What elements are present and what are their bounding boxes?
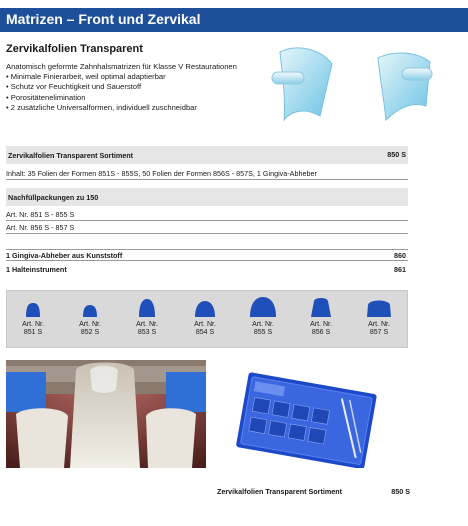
shape-854 <box>185 295 225 345</box>
shape-853 <box>127 295 167 345</box>
shape-art-label: Art. Nr. <box>310 321 332 328</box>
row-sortiment <box>6 146 408 164</box>
caption-label: Zervikalfolien Transparent Sortiment <box>217 487 343 496</box>
shape-art-number: 851 S <box>23 329 43 336</box>
inhalt-text: Inhalt: 35 Folien der Formen 851S - 855S, 50 Folien der Formen 856S - 857S, 1 Gingiva-Abheber <box>6 169 317 178</box>
shape-art-label: Art. Nr. <box>79 321 101 328</box>
matrix-shape-icon <box>75 295 105 321</box>
section-title: Zervikalfolien Transparent <box>6 43 143 55</box>
page-header <box>0 8 468 32</box>
halteinstrument-label: 1 Halteinstrument <box>6 265 67 274</box>
product-description <box>6 62 266 113</box>
feature-item: • 2 zusätzliche Universalformen, individuell zuschneidbar <box>6 103 266 113</box>
halteinstrument-code: 861 <box>394 265 406 274</box>
row-inhalt <box>6 168 408 180</box>
shape-art-label: Art. Nr. <box>22 321 44 328</box>
product-kit-photo <box>219 360 412 468</box>
art-range-text: Art. Nr. 856 S - 857 S <box>6 223 75 232</box>
shape-art-label: Art. Nr. <box>194 321 216 328</box>
clinical-photo <box>6 360 206 468</box>
gingiva-code: 860 <box>394 251 406 260</box>
tooth-photo-image <box>6 360 206 468</box>
matrix-shape-icon <box>190 295 220 321</box>
shape-art-label: Art. Nr. <box>368 321 390 328</box>
feature-list <box>6 72 266 113</box>
matrix-illustration-right <box>368 48 438 126</box>
feature-item: • Porositätenelimination <box>6 93 266 103</box>
intro-text: Anatomisch geformte Zahnhalsmatrizen für Klasse V Restaurationen <box>6 62 237 71</box>
matrix-shape-icon <box>306 295 336 321</box>
nachfuell-label: Nachfüllpackungen zu 150 <box>8 193 99 202</box>
caption-code: 850 S <box>391 487 410 496</box>
shape-851 <box>13 295 53 345</box>
matrix-shape-icon <box>132 295 162 321</box>
row-art-856-857 <box>6 222 408 234</box>
page-title: Matrizen – Front und Zervikal <box>6 11 201 27</box>
matrix-illustration-left <box>262 42 344 124</box>
shape-art-label: Art. Nr. <box>252 321 274 328</box>
sortiment-code: 850 S <box>387 150 406 159</box>
shape-855 <box>243 295 283 345</box>
sortiment-label: Zervikalfolien Transparent Sortiment <box>8 151 134 160</box>
matrix-shapes-strip <box>6 290 408 348</box>
shape-art-number: 854 S <box>195 329 215 336</box>
matrix-shape-icon <box>248 295 278 321</box>
shape-art-number: 852 S <box>80 329 100 336</box>
gingiva-label: 1 Gingiva-Abheber aus Kunststoff <box>6 251 123 260</box>
row-gingiva <box>6 249 408 261</box>
row-halteinstrument <box>6 264 408 276</box>
shape-art-number: 857 S <box>369 329 389 336</box>
shape-856 <box>301 295 341 345</box>
kit-box-image <box>219 360 412 468</box>
shape-852 <box>70 295 110 345</box>
shape-art-number: 855 S <box>253 329 273 336</box>
row-art-851-855 <box>6 209 408 221</box>
shape-857 <box>359 295 399 345</box>
matrix-shape-icon <box>364 295 394 321</box>
shape-art-number: 856 S <box>311 329 331 336</box>
matrix-shape-icon <box>18 295 48 321</box>
shape-art-label: Art. Nr. <box>136 321 158 328</box>
art-range-text: Art. Nr. 851 S - 855 S <box>6 210 75 219</box>
feature-item: • Schutz vor Feuchtigkeit und Sauerstoff <box>6 82 266 92</box>
feature-item: • Minimale Finierarbeit, weil optimal adaptierbar <box>6 72 266 82</box>
shape-art-number: 853 S <box>137 329 157 336</box>
row-nachfuell <box>6 188 408 206</box>
kit-caption <box>217 487 410 496</box>
